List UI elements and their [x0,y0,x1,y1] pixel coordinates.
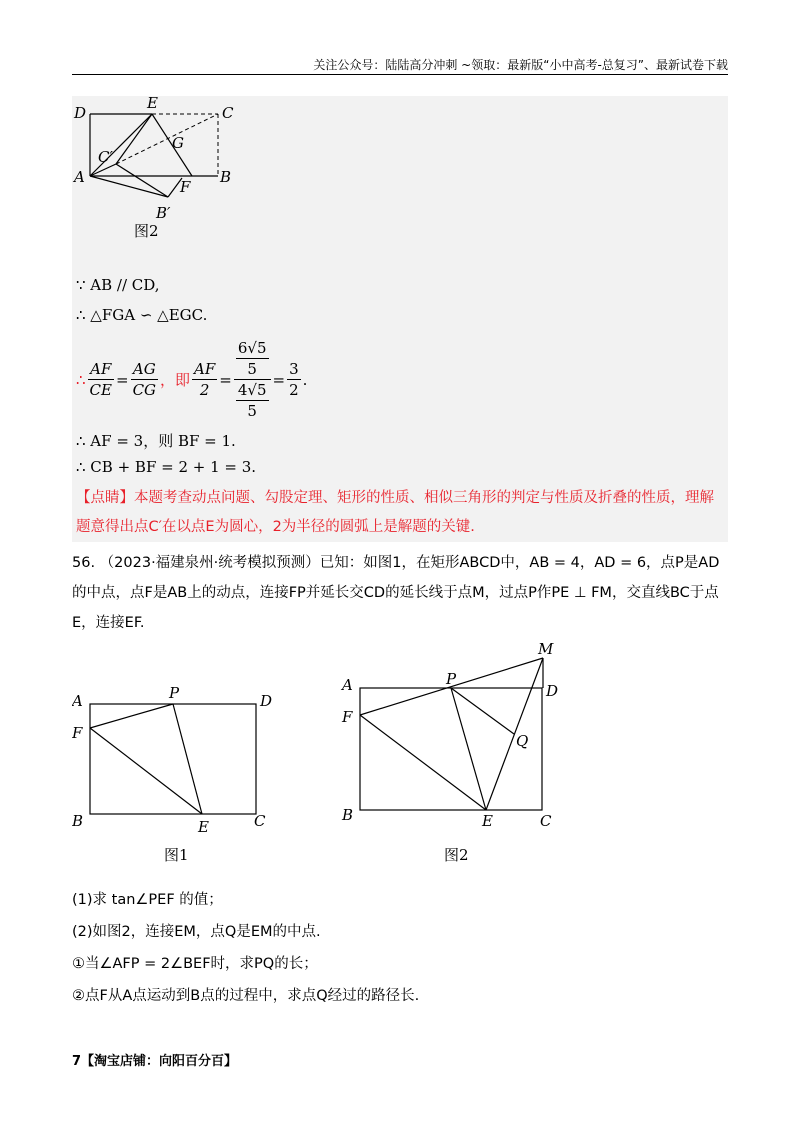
sol3-f3-den: 2 [199,381,210,399]
fig2-label-q: Q [516,732,529,750]
fig1-label-c: C [254,812,266,830]
sol3-big-num-a: 6√5 [237,339,267,357]
problem-statement: 56. （2023·福建泉州·统考模拟预测）已知：如图1，在矩形ABCD中，AB = 4，AD = 6，点P是AD的中点，点F是AB上的动点，连接FP并延长交CD的延长线于点M，过点P作PE ⊥ FM，交直线BC于点E，连接EF. [72,555,720,631]
question-1: (1)求 tan∠PEF 的值； [72,892,223,908]
fig1-label-f: F [72,724,83,742]
sol3-f2-num: AG [131,359,158,380]
fig1-caption: 图1 [164,846,189,864]
sol3-big-den-a: 4√5 [237,381,267,399]
fig-top-label-cprime: C′ [98,148,113,166]
fig1-label-p: P [169,684,180,702]
question-2-part-1: ①当∠AFP = 2∠BEF时，求PQ的长； [72,956,318,972]
fig2-label-b: B [342,806,354,824]
fig2-label-d: D [546,682,559,700]
fig1-label-d: D [260,692,273,710]
solution-line-4: ∴ AF = 3，则 BF = 1. [76,432,236,450]
fig1-label-e: E [198,818,209,836]
question-2-part-2: ②点F从A点运动到B点的过程中，求点Q经过的路径长. [72,988,420,1004]
fold-figure [72,96,272,226]
sol3-f4-num: 3 [289,360,299,378]
fig1-label-a: A [72,692,83,710]
figures-svg [72,636,592,876]
fig-top-label-a: A [74,168,85,186]
sol3-f1-num: AF [88,359,114,380]
fig-top-label-f: F [180,178,191,196]
questions-block [72,884,732,1012]
solution-block [72,96,728,542]
fig-top-label-bprime: B′ [156,204,171,222]
sol3-big-num-b: 5 [247,360,257,378]
fig2-label-c: C [540,812,552,830]
fig-top-caption: 图2 [134,222,159,240]
header-text: 关注公众号：陆陆高分冲刺 ~领取：最新版“小中高考-总复习”、最新试卷下载 [313,58,728,72]
question-2: (2)如图2，连接EM，点Q是EM的中点. [72,924,321,940]
problem-figures [72,636,592,880]
fig2-label-m: M [538,640,554,658]
fig-top-label-b: B [220,168,232,186]
sol3-f3-num: AF [194,360,216,378]
fig-top-label-d: D [74,104,87,122]
fig-top-label-g: G [172,134,184,152]
fig-top-label-e: E [147,96,158,112]
remark-text: 【点睛】本题考查动点问题、勾股定理、矩形的性质、相似三角形的判定与性质及折叠的性质，理解题意得出点C′在以点E为圆心，2为半径的圆弧上是解题的关键. [76,490,714,535]
fig1-label-b: B [72,812,84,830]
fig-top-label-c: C [222,104,234,122]
fig2-label-p: P [446,670,457,688]
sol3-big-den-b: 5 [247,402,257,420]
page-header [72,54,728,75]
sol3-f4-den: 2 [289,381,299,399]
fig2-label-f: F [342,708,353,726]
solution-line-3: ∴ $\frac{AF}{CE}$ = $\frac{AG}{CG}$ ，即 $\frac{AF}{2}$ = $\frac{\frac{6√5}{5}}{\frac{4√5}{5}}$ = $\frac{3}{2}$ . [76,339,308,420]
sol3-mid: ，即 [160,371,191,389]
fig2-label-a: A [342,676,353,694]
solution-line-1: ∵ AB // CD, [76,276,160,294]
sol3-prefix: ∴ [76,370,86,389]
page-footer: 7【淘宝店铺：向阳百分百】 [72,1054,238,1069]
sol3-f1-den: CE [89,381,112,399]
solution-line-2: ∴ △FGA ∽ △EGC. [76,306,208,324]
solution-line-5: ∴ CB + BF = 2 + 1 = 3. [76,458,257,476]
fig2-label-e: E [482,812,493,830]
sol3-f2-den: CG [132,381,157,399]
fig2-caption: 图2 [444,846,469,864]
